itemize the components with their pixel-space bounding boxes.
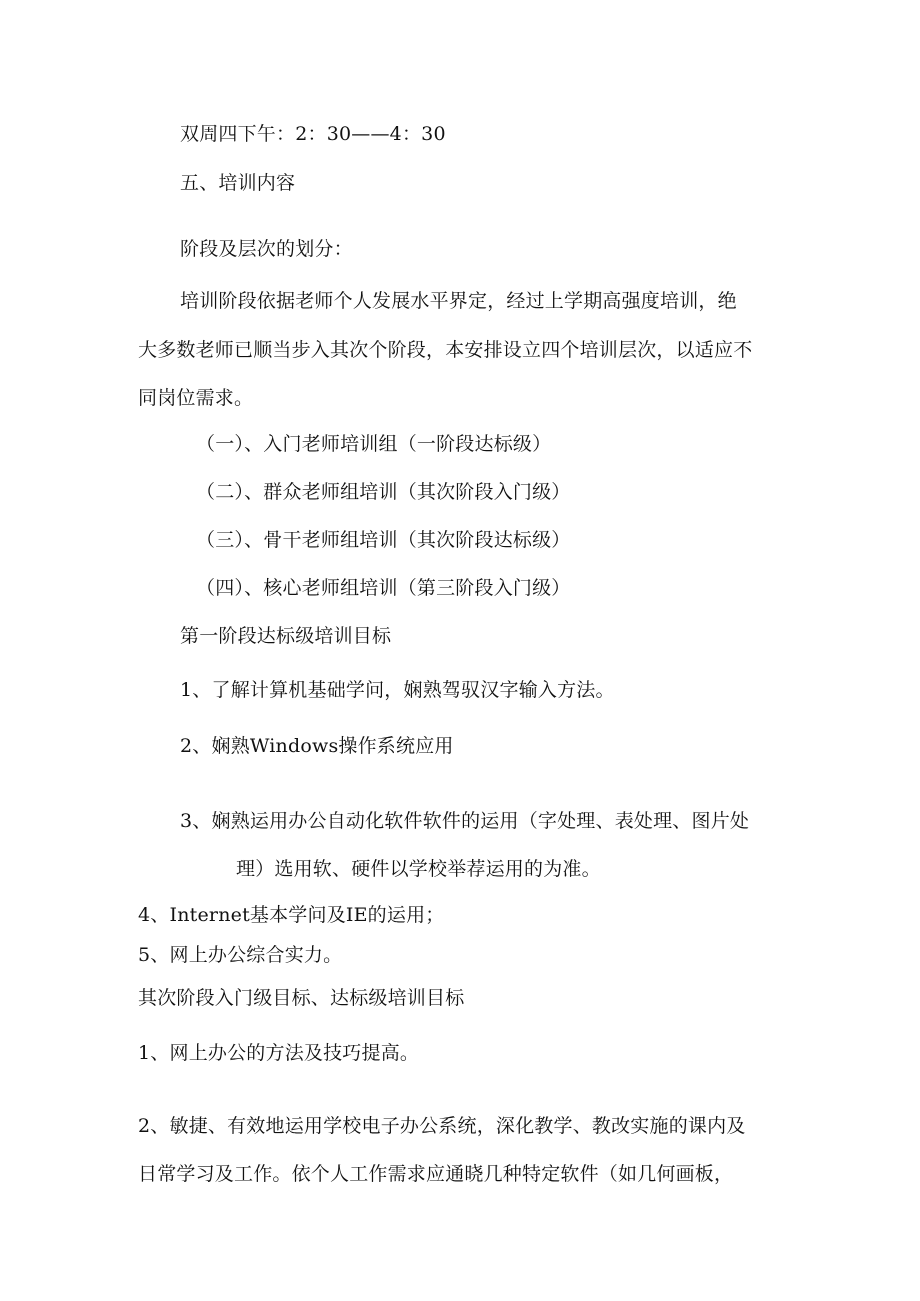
stage-2-item-2-continued: 日常学习及工作。依个人工作需求应通晓几种特定软件（如几何画板， bbox=[138, 1163, 734, 1185]
stage-2-item-2: 2、敏捷、有效地运用学校电子办公系统，深化教学、教改实施的课内及 bbox=[138, 1115, 746, 1137]
list-item-group-3: （三）、骨干老师组培训（其次阶段达标级） bbox=[196, 529, 571, 551]
list-item-group-4: （四）、核心老师组培训（第三阶段入门级） bbox=[196, 577, 571, 599]
section-heading-training-content: 五、培训内容 bbox=[180, 172, 296, 194]
goal-item-5: 5、网上办公综合实力。 bbox=[138, 944, 343, 966]
stage-2-item-1: 1、网上办公的方法及技巧提高。 bbox=[138, 1042, 420, 1064]
subheading-stage-2-goals: 其次阶段入门级目标、达标级培训目标 bbox=[138, 987, 465, 1009]
goal-item-2: 2、娴熟Windows操作系统应用 bbox=[180, 735, 454, 757]
paragraph-line-2: 大多数老师已顺当步入其次个阶段，本安排设立四个培训层次，以适应不 bbox=[138, 339, 753, 361]
subheading-stage-division: 阶段及层次的划分： bbox=[180, 238, 353, 260]
subheading-stage-1-goals: 第一阶段达标级培训目标 bbox=[180, 625, 392, 647]
list-item-group-1: （一）、入门老师培训组（一阶段达标级） bbox=[196, 433, 552, 455]
goal-item-1: 1、了解计算机基础学问，娴熟驾驭汉字输入方法。 bbox=[180, 679, 615, 701]
goal-item-4: 4、Internet基本学问及IE的运用； bbox=[138, 904, 445, 926]
goal-item-3: 3、娴熟运用办公自动化软件软件的运用（字处理、表处理、图片处 bbox=[180, 810, 750, 832]
goal-item-3-continued: 理）选用软、硬件以学校举荐运用的为准。 bbox=[236, 858, 601, 880]
paragraph-line-3: 同岗位需求。 bbox=[138, 387, 254, 409]
paragraph-line-1: 培训阶段依据老师个人发展水平界定，经过上学期高强度培训，绝 bbox=[180, 290, 737, 312]
list-item-group-2: （二）、群众老师组培训（其次阶段入门级） bbox=[196, 481, 571, 503]
schedule-time-line: 双周四下午：2：30——4：30 bbox=[180, 123, 446, 145]
